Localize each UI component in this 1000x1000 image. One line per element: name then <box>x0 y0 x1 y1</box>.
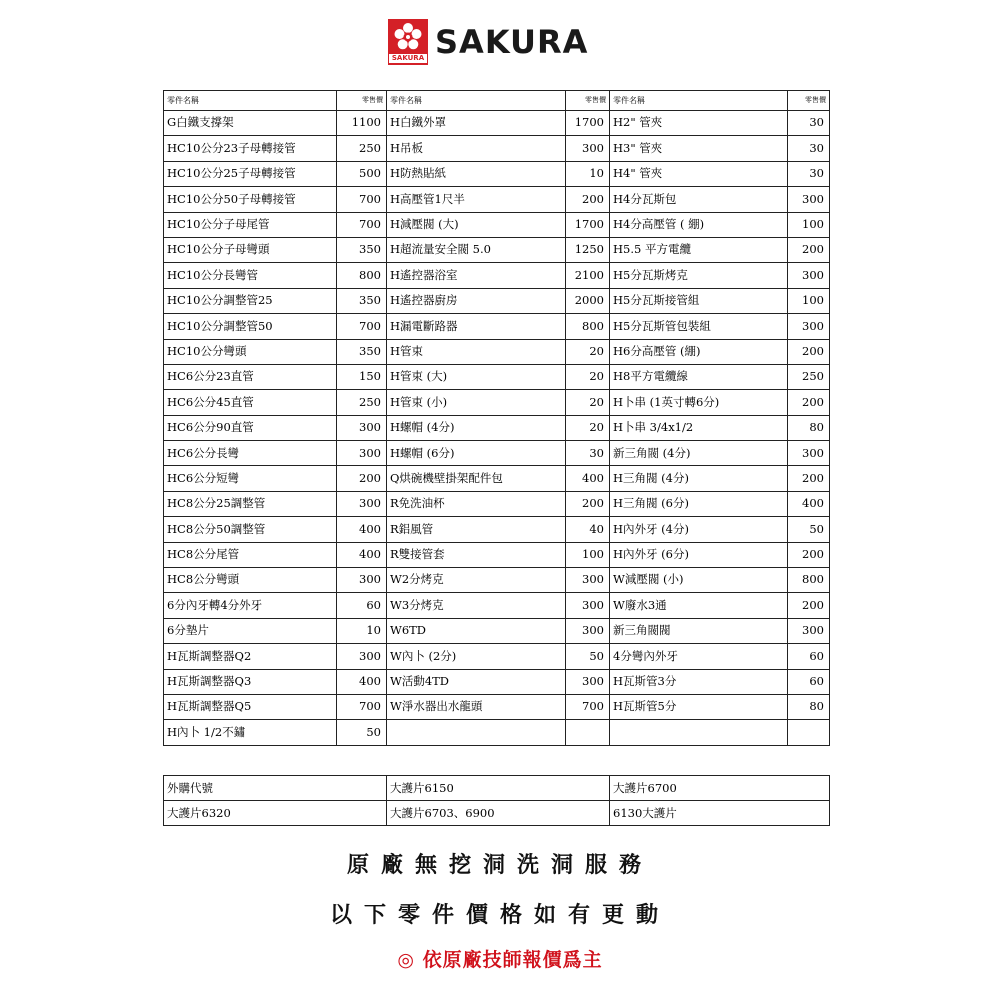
part-name-cell: HC10公分子母尾管 <box>164 212 337 237</box>
part-price-cell: 10 <box>337 618 387 643</box>
part-price-cell: 60 <box>788 644 830 669</box>
external-cell: 大護片6703、6900 <box>387 801 610 826</box>
part-price-cell: 300 <box>788 618 830 643</box>
part-name-cell: H卜串 (1英寸轉6分) <box>610 390 788 415</box>
part-price-cell: 700 <box>337 212 387 237</box>
part-name-cell: 新三角閥閥 <box>610 618 788 643</box>
table-row <box>164 644 830 669</box>
part-name-cell: H管束 (大) <box>387 364 566 389</box>
part-price-cell: 2100 <box>566 263 610 288</box>
table-row <box>164 491 830 516</box>
part-price-cell: 50 <box>788 517 830 542</box>
part-price-cell: 300 <box>788 441 830 466</box>
header-part-name: 零件名稱 <box>387 91 566 111</box>
table-row <box>164 364 830 389</box>
part-price-cell: 200 <box>788 466 830 491</box>
part-name-cell: H內卜 1/2不鏽 <box>164 720 337 745</box>
part-price-cell: 80 <box>788 415 830 440</box>
part-price-cell: 300 <box>337 568 387 593</box>
part-price-cell: 50 <box>566 644 610 669</box>
part-name-cell: HC8公分25調整管 <box>164 491 337 516</box>
table-row <box>164 720 830 745</box>
part-name-cell: H瓦斯調整器Q2 <box>164 644 337 669</box>
part-name-cell: 新三角閥 (4分) <box>610 441 788 466</box>
part-name-cell: H3" 管夾 <box>610 136 788 161</box>
part-price-cell: 30 <box>788 111 830 136</box>
part-price-cell: 700 <box>337 314 387 339</box>
table-row <box>164 694 830 719</box>
part-name-cell: H內外牙 (4分) <box>610 517 788 542</box>
table-row <box>164 314 830 339</box>
part-price-cell: 250 <box>337 390 387 415</box>
part-price-cell: 800 <box>788 568 830 593</box>
notice-no-drilling-service: 原廠無挖洞洗洞服務 <box>346 853 653 878</box>
part-name-cell: H4" 管夾 <box>610 161 788 186</box>
part-name-cell: HC6公分短彎 <box>164 466 337 491</box>
part-name-cell: H5分瓦斯管包裝組 <box>610 314 788 339</box>
part-name-cell: H2" 管夾 <box>610 111 788 136</box>
part-name-cell: 6分內牙轉4分外牙 <box>164 593 337 618</box>
part-price-cell <box>788 720 830 745</box>
part-price-cell: 300 <box>566 568 610 593</box>
part-price-cell: 30 <box>788 136 830 161</box>
notice-price-change: 以下零件價格如有更動 <box>329 903 670 928</box>
part-price-cell: 100 <box>566 542 610 567</box>
part-price-cell: 150 <box>337 364 387 389</box>
part-price-cell: 300 <box>566 593 610 618</box>
part-name-cell <box>610 720 788 745</box>
part-price-cell <box>566 720 610 745</box>
part-price-cell: 350 <box>337 237 387 262</box>
part-name-cell: W內卜 (2分) <box>387 644 566 669</box>
part-price-cell: 700 <box>337 187 387 212</box>
part-price-cell: 30 <box>566 441 610 466</box>
part-price-cell: 200 <box>788 339 830 364</box>
part-name-cell <box>387 720 566 745</box>
part-name-cell: R免洗油杯 <box>387 491 566 516</box>
part-name-cell: H超流量安全閥 5.0 <box>387 237 566 262</box>
part-price-cell: 300 <box>788 314 830 339</box>
part-price-cell: 200 <box>788 390 830 415</box>
part-price-cell: 800 <box>566 314 610 339</box>
part-name-cell: HC10公分子母彎頭 <box>164 237 337 262</box>
part-price-cell: 200 <box>788 542 830 567</box>
part-name-cell: H5.5 平方電纜 <box>610 237 788 262</box>
table-row <box>164 390 830 415</box>
part-name-cell: HC10公分調整管50 <box>164 314 337 339</box>
part-name-cell: H三角閥 (6分) <box>610 491 788 516</box>
header-retail-price: 零售價 <box>566 91 610 111</box>
table-row <box>164 466 830 491</box>
part-price-cell: 300 <box>337 441 387 466</box>
part-name-cell: HC8公分彎頭 <box>164 568 337 593</box>
part-name-cell: HC8公分50調整管 <box>164 517 337 542</box>
part-price-cell: 20 <box>566 339 610 364</box>
table-header-row <box>164 91 830 111</box>
part-price-cell: 20 <box>566 364 610 389</box>
part-name-cell: HC10公分23子母轉接管 <box>164 136 337 161</box>
part-name-cell: H遙控器廚房 <box>387 288 566 313</box>
part-name-cell: R鋁風管 <box>387 517 566 542</box>
part-price-cell: 400 <box>337 542 387 567</box>
table-row <box>164 618 830 643</box>
part-name-cell: G白鐵支撐架 <box>164 111 337 136</box>
part-name-cell: H防熱貼紙 <box>387 161 566 186</box>
part-name-cell: H瓦斯調整器Q5 <box>164 694 337 719</box>
part-name-cell: W廢水3通 <box>610 593 788 618</box>
header-retail-price: 零售價 <box>337 91 387 111</box>
external-cell: 大護片6700 <box>610 776 830 801</box>
external-cell: 6130大護片 <box>610 801 830 826</box>
part-price-cell: 80 <box>788 694 830 719</box>
part-price-cell: 200 <box>566 491 610 516</box>
part-price-cell: 1700 <box>566 212 610 237</box>
part-price-cell: 200 <box>788 593 830 618</box>
part-price-cell: 350 <box>337 288 387 313</box>
part-price-cell: 300 <box>566 136 610 161</box>
part-name-cell: R雙接管套 <box>387 542 566 567</box>
sakura-flower-icon <box>388 19 428 65</box>
part-price-cell: 300 <box>337 644 387 669</box>
part-name-cell: W減壓閥 (小) <box>610 568 788 593</box>
part-name-cell: H內外牙 (6分) <box>610 542 788 567</box>
part-price-cell: 500 <box>337 161 387 186</box>
part-name-cell: HC10公分長彎管 <box>164 263 337 288</box>
part-name-cell: H8平方電纜線 <box>610 364 788 389</box>
part-name-cell: HC6公分23直管 <box>164 364 337 389</box>
part-name-cell: H卜串 3/4x1/2 <box>610 415 788 440</box>
part-price-cell: 350 <box>337 339 387 364</box>
part-name-cell: W6TD <box>387 618 566 643</box>
part-price-cell: 60 <box>337 593 387 618</box>
part-name-cell: HC10公分調整管25 <box>164 288 337 313</box>
table-row <box>164 237 830 262</box>
external-cell: 大護片6150 <box>387 776 610 801</box>
part-price-cell: 400 <box>337 517 387 542</box>
table-row <box>164 568 830 593</box>
table-row <box>164 263 830 288</box>
part-name-cell: H管束 (小) <box>387 390 566 415</box>
part-name-cell: W活動4TD <box>387 669 566 694</box>
part-price-cell: 300 <box>566 618 610 643</box>
part-price-cell: 300 <box>337 415 387 440</box>
part-name-cell: H6分高壓管 (綳) <box>610 339 788 364</box>
part-price-cell: 1250 <box>566 237 610 262</box>
part-price-cell: 300 <box>788 187 830 212</box>
external-cell: 大護片6320 <box>164 801 387 826</box>
table-row <box>164 212 830 237</box>
part-price-cell: 50 <box>337 720 387 745</box>
external-cell: 外購代號 <box>164 776 387 801</box>
part-name-cell: Q烘碗機壁掛架配件包 <box>387 466 566 491</box>
sakura-logo <box>388 17 588 67</box>
part-price-cell: 300 <box>788 263 830 288</box>
part-name-cell: HC10公分彎頭 <box>164 339 337 364</box>
part-name-cell: H4分瓦斯包 <box>610 187 788 212</box>
part-price-cell: 40 <box>566 517 610 542</box>
header-part-name: 零件名稱 <box>610 91 788 111</box>
part-price-cell: 100 <box>788 288 830 313</box>
part-price-cell: 800 <box>337 263 387 288</box>
part-name-cell: 4分彎內外牙 <box>610 644 788 669</box>
part-name-cell: H4分高壓管 ( 綳) <box>610 212 788 237</box>
part-price-cell: 400 <box>788 491 830 516</box>
part-name-cell: H5分瓦斯接管組 <box>610 288 788 313</box>
part-price-cell: 1100 <box>337 111 387 136</box>
table-row <box>164 161 830 186</box>
part-name-cell: 6分墊片 <box>164 618 337 643</box>
part-price-cell: 20 <box>566 415 610 440</box>
part-name-cell: H白鐵外罩 <box>387 111 566 136</box>
part-name-cell: H螺帽 (6分) <box>387 441 566 466</box>
part-name-cell: H瓦斯管5分 <box>610 694 788 719</box>
part-price-cell: 700 <box>566 694 610 719</box>
part-price-cell: 400 <box>566 466 610 491</box>
part-name-cell: H瓦斯管3分 <box>610 669 788 694</box>
part-price-cell: 250 <box>788 364 830 389</box>
table-row <box>164 441 830 466</box>
part-price-cell: 400 <box>337 669 387 694</box>
table-row <box>164 669 830 694</box>
header-retail-price: 零售價 <box>788 91 830 111</box>
logo-sub-label: SAKURA <box>388 53 428 64</box>
part-price-cell: 100 <box>788 212 830 237</box>
part-price-cell: 700 <box>337 694 387 719</box>
part-name-cell: HC10公分50子母轉接管 <box>164 187 337 212</box>
part-price-cell: 200 <box>566 187 610 212</box>
part-price-cell: 20 <box>566 390 610 415</box>
table-row <box>164 111 830 136</box>
table-row <box>164 136 830 161</box>
parts-price-table <box>163 90 830 746</box>
part-name-cell: H高壓管1尺半 <box>387 187 566 212</box>
part-price-cell: 300 <box>337 491 387 516</box>
part-name-cell: H管束 <box>387 339 566 364</box>
part-name-cell: H瓦斯調整器Q3 <box>164 669 337 694</box>
part-name-cell: W2分烤克 <box>387 568 566 593</box>
part-name-cell: H吊板 <box>387 136 566 161</box>
part-price-cell: 60 <box>788 669 830 694</box>
part-name-cell: HC6公分長彎 <box>164 441 337 466</box>
part-name-cell: H減壓閥 (大) <box>387 212 566 237</box>
part-name-cell: H三角閥 (4分) <box>610 466 788 491</box>
table-row <box>164 339 830 364</box>
part-name-cell: H漏電斷路器 <box>387 314 566 339</box>
part-name-cell: HC10公分25子母轉接管 <box>164 161 337 186</box>
part-price-cell: 1700 <box>566 111 610 136</box>
part-name-cell: W3分烤克 <box>387 593 566 618</box>
table-row <box>164 542 830 567</box>
part-price-cell: 300 <box>566 669 610 694</box>
table-row <box>164 776 830 801</box>
part-price-cell: 2000 <box>566 288 610 313</box>
table-row <box>164 517 830 542</box>
external-parts-table <box>163 775 830 826</box>
part-price-cell: 30 <box>788 161 830 186</box>
part-name-cell: HC8公分尾管 <box>164 542 337 567</box>
header-part-name: 零件名稱 <box>164 91 337 111</box>
table-row <box>164 415 830 440</box>
part-name-cell: HC6公分45直管 <box>164 390 337 415</box>
part-price-cell: 200 <box>788 237 830 262</box>
table-row <box>164 187 830 212</box>
table-row <box>164 288 830 313</box>
part-name-cell: HC6公分90直管 <box>164 415 337 440</box>
table-row <box>164 801 830 826</box>
part-price-cell: 10 <box>566 161 610 186</box>
part-price-cell: 250 <box>337 136 387 161</box>
part-price-cell: 200 <box>337 466 387 491</box>
table-row <box>164 593 830 618</box>
part-name-cell: H螺帽 (4分) <box>387 415 566 440</box>
brand-name: SAKURA <box>435 23 589 61</box>
notice-technician-quote: ◎ 依原廠技師報價爲主 <box>397 949 603 971</box>
part-name-cell: W淨水器出水龍頭 <box>387 694 566 719</box>
part-name-cell: H5分瓦斯烤克 <box>610 263 788 288</box>
part-name-cell: H遙控器浴室 <box>387 263 566 288</box>
